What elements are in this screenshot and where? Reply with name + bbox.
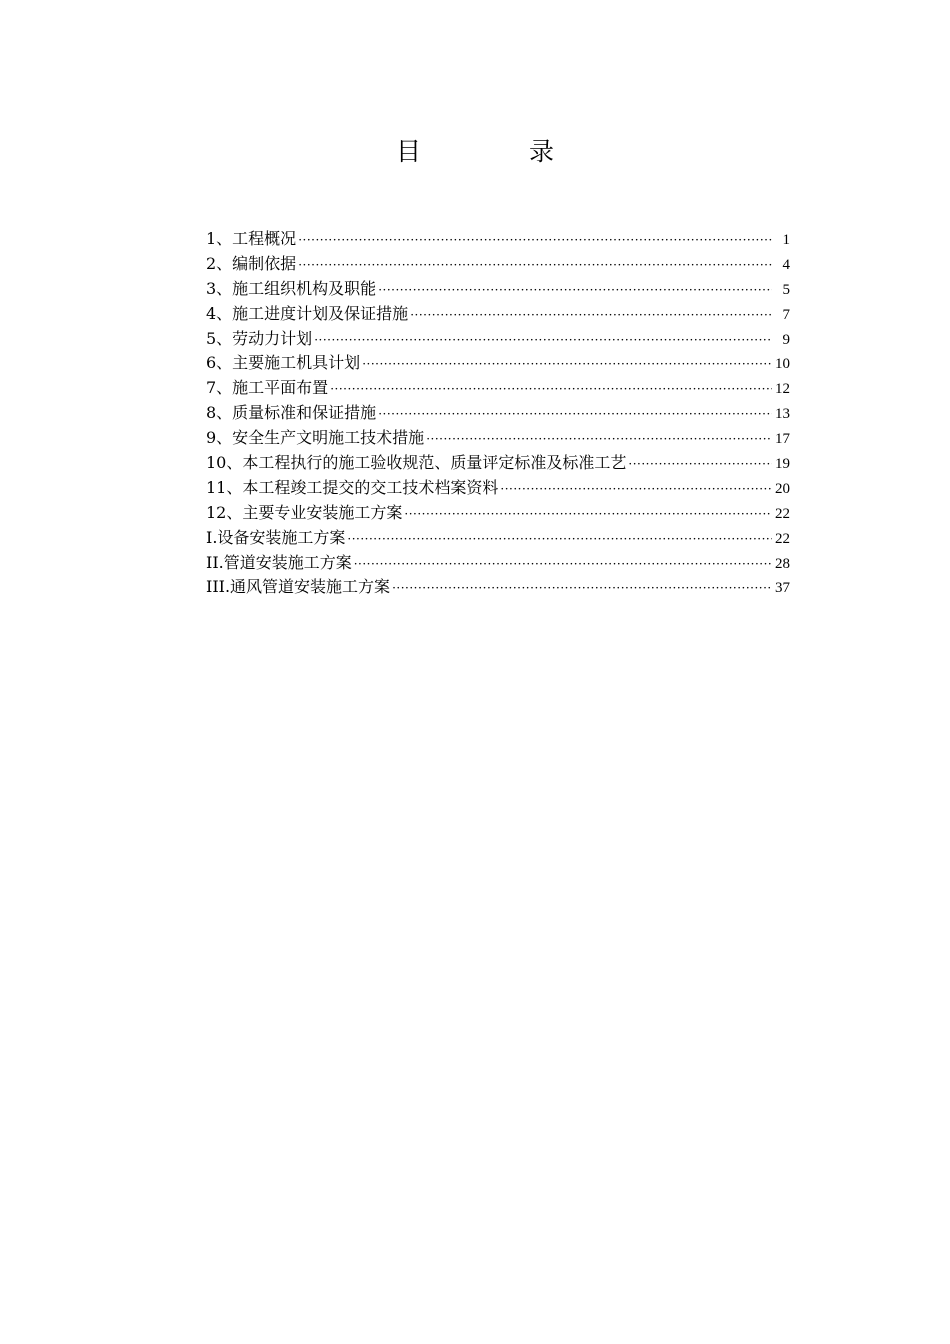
toc-leader-dots (347, 532, 772, 546)
toc-page-number: 28 (775, 555, 790, 572)
toc-entry-13[interactable] (206, 525, 790, 550)
toc-entry-title: 3、施工组织机构及职能 (206, 278, 377, 298)
toc-entry-6[interactable] (206, 350, 790, 375)
toc-page-number: 20 (775, 480, 790, 497)
toc-entry-9[interactable] (206, 425, 790, 450)
toc-entry-2[interactable] (206, 251, 790, 276)
toc-entry-title: III.通风管道安装施工方案 (206, 577, 391, 597)
toc-entry-title: 10、本工程执行的施工验收规范、质量评定标准及标准工艺 (206, 453, 627, 473)
toc-page-number: 10 (775, 356, 790, 373)
toc-entry-7[interactable] (206, 375, 790, 400)
toc-entry-title: 7、施工平面布置 (206, 378, 329, 398)
toc-entry-14[interactable] (206, 550, 790, 575)
toc-entry-title: 4、施工进度计划及保证措施 (206, 303, 409, 323)
toc-leader-dots (298, 233, 772, 247)
toc-page-number: 37 (775, 580, 790, 597)
toc-leader-dots (404, 507, 772, 521)
toc-page-number: 12 (775, 381, 790, 398)
toc-entry-title: 6、主要施工机具计划 (206, 353, 361, 373)
toc-entry-title: 12、主要专业安装施工方案 (206, 502, 403, 522)
toc-leader-dots (378, 407, 772, 421)
toc-entry-title: I.设备安装施工方案 (206, 527, 346, 547)
toc-entry-title: 5、劳动力计划 (206, 328, 313, 348)
toc-entry-title: II.管道安装施工方案 (206, 552, 352, 572)
toc-entry-3[interactable] (206, 276, 790, 301)
toc-page-number: 1 (782, 232, 790, 248)
toc-leader-dots (500, 482, 772, 496)
toc-leader-dots (314, 333, 772, 347)
toc-entry-11[interactable] (206, 475, 790, 500)
toc-entry-10[interactable] (206, 450, 790, 475)
toc-leader-dots (378, 283, 772, 297)
toc-page-number: 7 (782, 306, 790, 323)
toc-leader-dots (410, 308, 772, 322)
toc-leader-dots (362, 357, 772, 371)
toc-page-number: 9 (782, 331, 790, 348)
toc-page-number: 19 (775, 456, 790, 473)
toc-page-number: 22 (775, 505, 790, 522)
toc-entry-15[interactable] (206, 574, 790, 599)
page-title (0, 135, 950, 169)
toc-entry-title: 2、编制依据 (206, 253, 297, 273)
toc-entry-1[interactable] (206, 226, 790, 251)
toc-page-number: 22 (775, 530, 790, 547)
toc-entry-4[interactable] (206, 301, 790, 326)
toc-entry-8[interactable] (206, 400, 790, 425)
toc-page-number: 5 (782, 281, 790, 298)
toc-leader-dots (330, 382, 772, 396)
toc-leader-dots (628, 457, 772, 471)
toc-leader-dots (298, 258, 772, 272)
toc-entry-title: 8、质量标准和保证措施 (206, 403, 377, 423)
toc-leader-dots (392, 581, 772, 595)
toc-entry-title: 9、安全生产文明施工技术措施 (206, 428, 425, 448)
toc-leader-dots (354, 557, 772, 571)
toc-entry-12[interactable] (206, 500, 790, 525)
toc-page-number: 17 (775, 431, 790, 448)
table-of-contents (206, 226, 790, 599)
toc-entry-5[interactable] (206, 326, 790, 351)
title-char-1: 目 (395, 137, 421, 166)
toc-entry-title: 1、工程概况 (206, 229, 297, 248)
toc-leader-dots (426, 432, 772, 446)
toc-page-number: 4 (782, 256, 790, 273)
toc-page-number: 13 (775, 406, 790, 423)
toc-entry-title: 11、本工程竣工提交的交工技术档案资料 (206, 477, 499, 497)
title-char-2: 录 (529, 137, 555, 166)
